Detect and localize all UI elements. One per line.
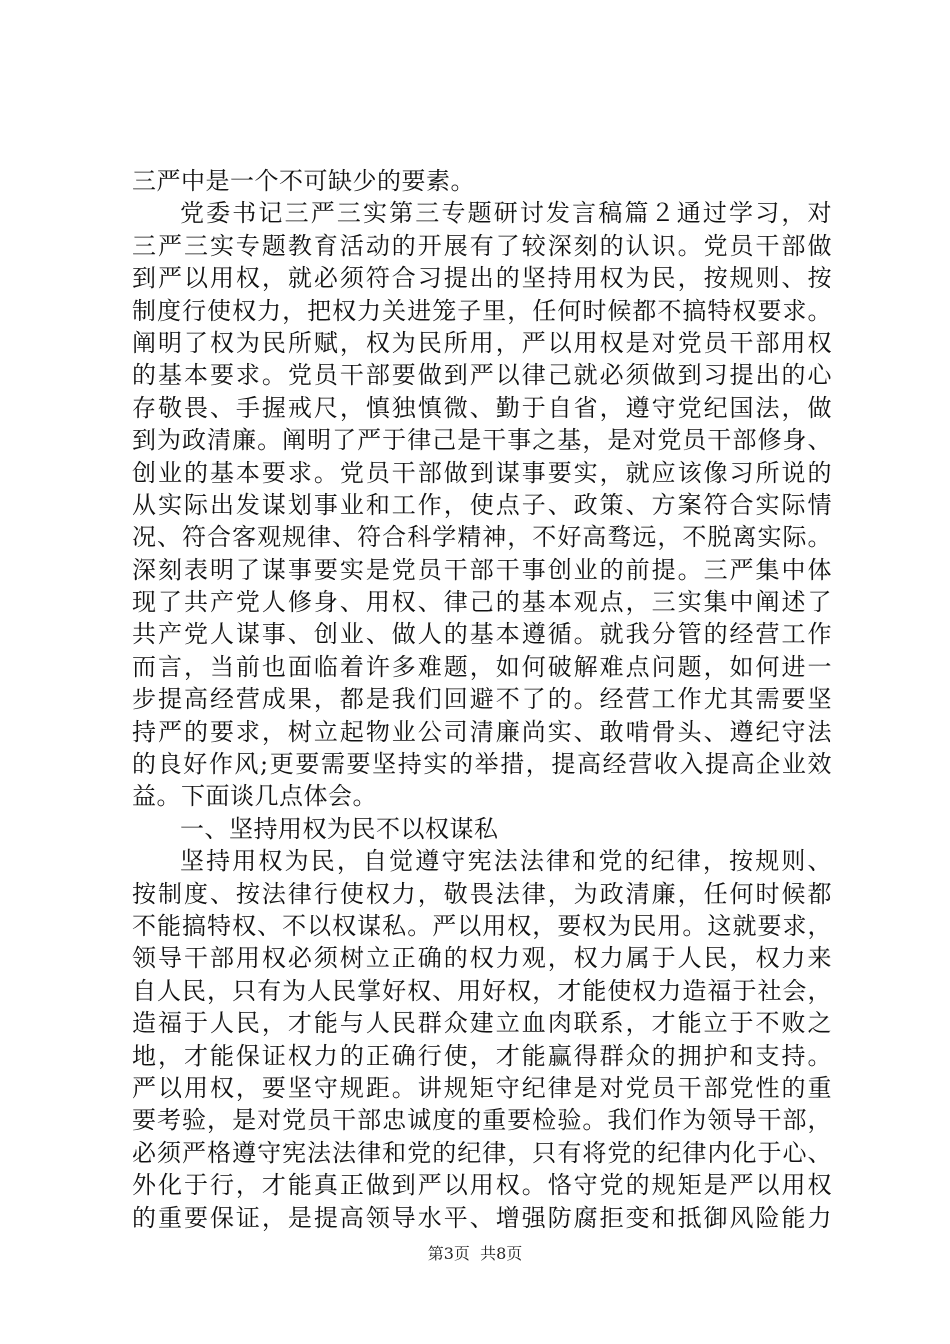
section-heading: 一、坚持用权为民不以权谋私 (180, 814, 499, 843)
paragraph-line: 从实际出发谋划事业和工作，使点子、政策、方案符合实际情 (132, 490, 832, 519)
paragraph-line: 地，才能保证权力的正确行使，才能赢得群众的拥护和支持。 (132, 1041, 832, 1070)
paragraph-line: 现了共产党人修身、用权、律己的基本观点，三实集中阐述了 (132, 588, 832, 617)
paragraph-line: 步提高经营成果，都是我们回避不了的。经营工作尤其需要坚 (132, 685, 832, 714)
paragraph-line: 按制度、按法律行使权力，敬畏法律，为政清廉，任何时候都 (132, 879, 832, 908)
paragraph-line: 存敬畏、手握戒尺，慎独慎微、勤于自省，遵守党纪国法，做 (132, 393, 832, 422)
paragraph-line: 党委书记三严三实第三专题研讨发言稿篇２通过学习，对 (180, 199, 832, 228)
paragraph-line: 三严中是一个不可缺少的要素。 (132, 167, 475, 195)
page-number: 第3页 共8页 (427, 1244, 523, 1263)
paragraph-line: 坚持用权为民，自觉遵守宪法法律和党的纪律，按规则、 (180, 847, 832, 876)
paragraph-line: 创业的基本要求。党员干部做到谋事要实，就应该像习所说的 (132, 458, 832, 487)
page-footer (0, 1244, 950, 1264)
paragraph-line: 到严以用权，就必须符合习提出的坚持用权为民，按规则、按 (132, 264, 832, 293)
paragraph-line: 领导干部用权必须树立正确的权力观，权力属于人民，权力来 (132, 944, 832, 973)
paragraph-line: 自人民，只有为人民掌好权、用好权，才能使权力造福于社会， (132, 976, 832, 1005)
paragraph-line: 阐明了权为民所赋，权为民所用，严以用权是对党员干部用权 (132, 328, 832, 357)
paragraph-line: 严以用权，要坚守规距。讲规矩守纪律是对党员干部党性的重 (132, 1073, 832, 1102)
paragraph-line: 况、符合客观规律、符合科学精神，不好高骛远，不脱离实际。 (132, 523, 832, 552)
paragraph-line: 共产党人谋事、创业、做人的基本遵循。就我分管的经营工作 (132, 620, 832, 649)
paragraph-line: 到为政清廉。阐明了严于律己是干事之基，是对党员干部修身、 (132, 426, 832, 455)
paragraph-line: 不能搞特权、不以权谋私。严以用权，要权为民用。这就要求， (132, 911, 832, 940)
paragraph-line: 造福于人民，才能与人民群众建立血肉联系，才能立于不败之 (132, 1009, 832, 1038)
paragraph-line: 外化于行，才能真正做到严以用权。恪守党的规矩是严以用权 (132, 1171, 832, 1200)
paragraph-line: 的重要保证，是提高领导水平、增强防腐拒变和抵御风险能力 (132, 1203, 832, 1232)
paragraph-line: 的良好作风;更要需要坚持实的举措，提高经营收入提高企业效 (132, 750, 832, 779)
paragraph-line: 而言，当前也面临着许多难题，如何破解难点问题，如何进一 (132, 652, 832, 681)
paragraph-line: 深刻表明了谋事要实是党员干部干事创业的前提。三严集中体 (132, 555, 832, 584)
paragraph-line: 三严三实专题教育活动的开展有了较深刻的认识。党员干部做 (132, 231, 832, 260)
paragraph-line: 益。下面谈几点体会。 (132, 782, 377, 811)
paragraph-line: 持严的要求，树立起物业公司清廉尚实、敢啃骨头、遵纪守法 (132, 717, 832, 746)
body-text (132, 165, 832, 1234)
paragraph-line: 制度行使权力，把权力关进笼子里，任何时候都不搞特权要求。 (132, 296, 832, 325)
paragraph-line: 的基本要求。党员干部要做到严以律己就必须做到习提出的心 (132, 361, 832, 390)
paragraph-line: 要考验，是对党员干部忠诚度的重要检验。我们作为领导干部， (132, 1106, 832, 1135)
paragraph-line: 必须严格遵守宪法法律和党的纪律，只有将党的纪律内化于心、 (132, 1138, 832, 1167)
